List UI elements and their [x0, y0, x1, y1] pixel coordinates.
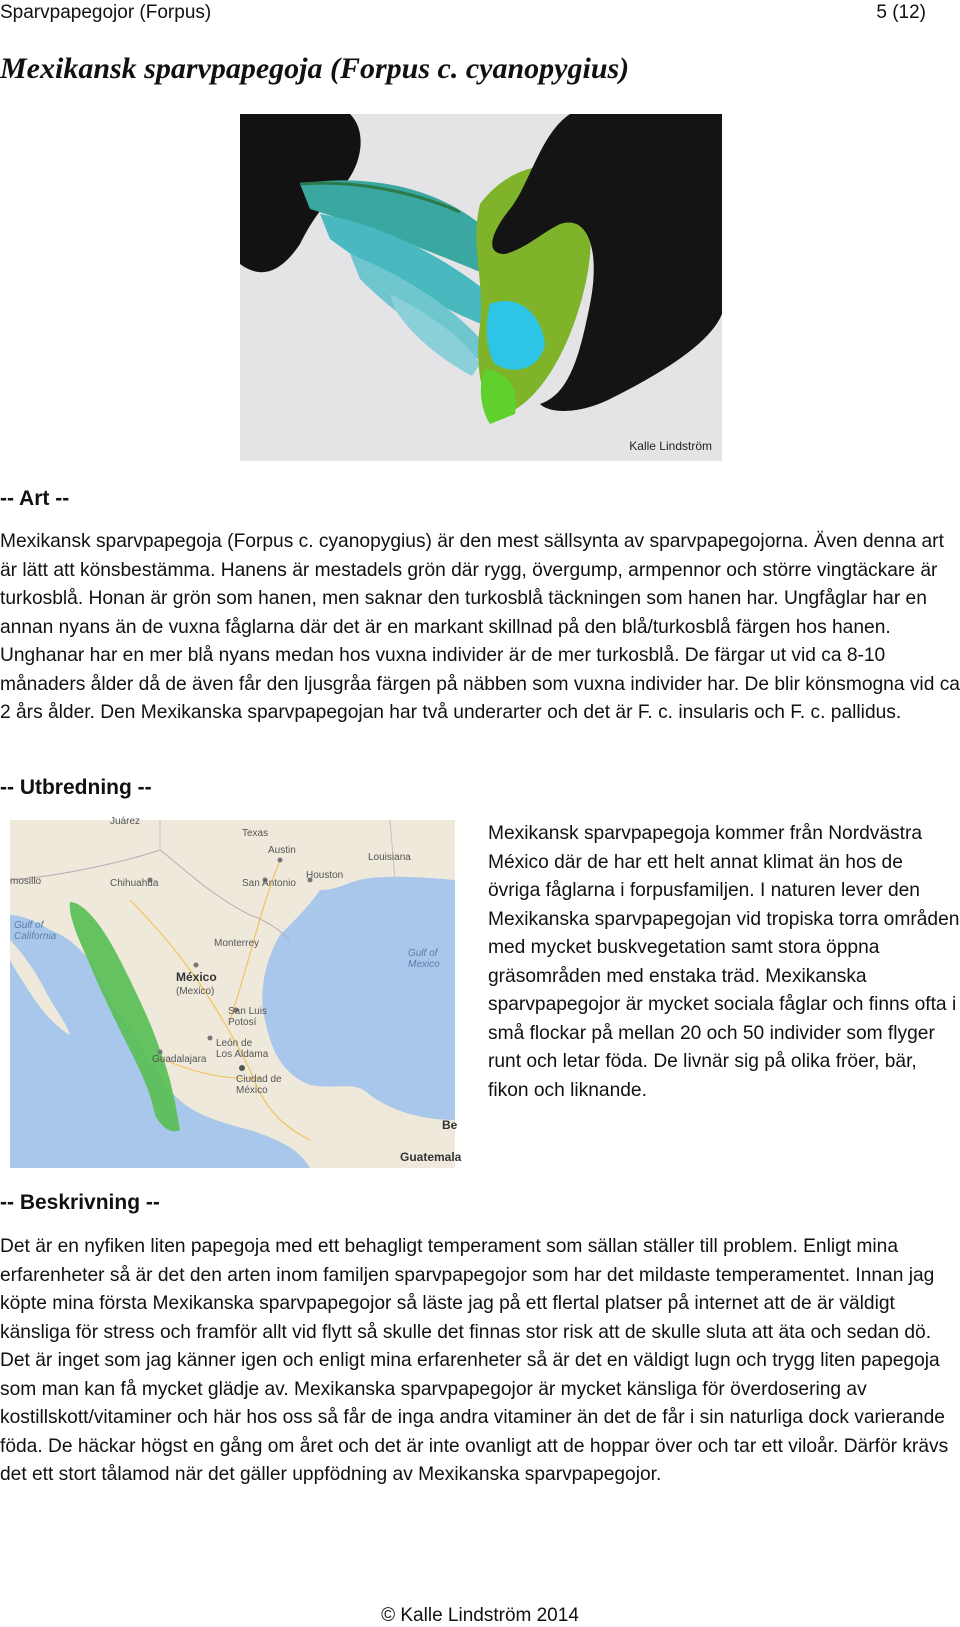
map-label-juarez: Juárez [110, 816, 141, 827]
map-label-mexico-paren: (Mexico) [176, 986, 215, 997]
map-label-guatemala: Guatemala [400, 1150, 462, 1164]
section-heading-beskrivning: -- Beskrivning -- [0, 1191, 160, 1214]
parrot-photo [240, 114, 722, 461]
map-label-ciudad-de-mexico: Ciudad de México [236, 1074, 282, 1096]
map-label-gulf-of-mexico: Gulf of Mexico [408, 948, 440, 970]
copyright-footer: © Kalle Lindström 2014 [381, 1605, 579, 1626]
section-heading-art: -- Art -- [0, 487, 70, 510]
map-label-san-luis-potosi: San Luis Potosí [228, 1006, 267, 1028]
section-text-utbredning: Mexikansk sparvpapegoja kommer från Nordvästra México där de har ett helt annat klimat än hos de övriga fåglarna i forpusfamiljen. I naturen lever den Mexikanska sparvpapegojan vid tropiska torra områden med mycket buskvegetation samt stora öppna gräsområden med enstaka träd. Mexikanska sparvpapegojor är mycket sociala fåglar och finns ofta i små flockar på mellan 20 och 50 individer som flyger runt och letar föda. De livnär sig på olika fröer, bär, fikon och liknande. [488, 823, 960, 1101]
map-label-austin: Austin [268, 845, 296, 856]
section-heading-utbredning: -- Utbredning -- [0, 776, 152, 799]
page-number: 5 (12) [876, 2, 926, 23]
running-header-title: Sparvpapegojor (Forpus) [0, 2, 212, 23]
map-label-monterrey: Monterrey [214, 938, 260, 949]
map-graphic [10, 820, 458, 1168]
map-label-hermosillo: mosillo [10, 876, 42, 887]
map-label-san-antonio: San Antonio [242, 878, 296, 889]
map-label-louisiana: Louisiana [368, 852, 411, 863]
map-label-mexico: México [176, 970, 217, 984]
page-title: Mexikansk sparvpapegoja (Forpus c. cyanopygius) [0, 52, 630, 85]
map-label-guadalajara: Guadalajara [152, 1054, 207, 1065]
map-label-leon: León de Los Aldama [216, 1038, 269, 1060]
section-text-art: Mexikansk sparvpapegoja (Forpus c. cyanopygius) är den mest sällsynta av sparvpapegojorna. Även denna art är lätt att könsbestämma. Hanens är mestadels grön där rygg, övergump, armpennor och större vingtäckare är turkosblå. Honan är grön som hanen, men saknar den turkosblå täckningen som hanen har. Ungfåglar har en annan nyans än de vuxna fåglarna där det är en markant skillnad på den blå/turkosblå färgen hos hanen. Unghanar har en mer blå nyans medan hos vuxna individer är de mer turkosblå. De färgar ut vid ca 8-10 månaders ålder då de även får den ljusgråa färgen på näbben som vuxna individer har. De blir könsmogna vid ca 2 års ålder. Den Mexikanska sparvpapegojan har två underarter och det är F. c. insularis och F. c. pallidus. [0, 531, 960, 723]
photo-credit: Kalle Lindström [629, 439, 712, 453]
map-label-houston: Houston [306, 870, 344, 881]
map-label-chihuahua: Chihuahua [110, 878, 159, 889]
distribution-map [10, 816, 462, 1168]
map-label-texas: Texas [242, 828, 269, 839]
map-label-gulf-of-california: Gulf of California [14, 920, 57, 942]
map-label-be: Be [442, 1118, 458, 1132]
section-text-beskrivning: Det är en nyfiken liten papegoja med ett behagligt temperament som sällan ställer till problem. Enligt mina erfarenheter så är det den arten inom familjen sparvpapegojor som har det mildaste temperamentet. Innan jag köpte mina första Mexikanska sparvpapegojor så läste jag på ett flertal platser på internet att de är väldigt känsliga för stress och framför allt vid flytt så skulle det finnas stor risk att de skulle sluta att äta och sedan dö. Det är inget som jag känner igen och enligt mina erfarenheter så är det en väldigt lugn och trygg liten papegoja som man kan få mycket glädje av. Mexikanska sparvpapegojor är mycket känsliga för överdosering av kostillskott/vitaminer och här hos oss så får de inga andra vitaminer än det de får i sin naturliga dock varierande föda. De häckar högst en gång om året och det är inte ovanligt att de hoppar över och tar ett viloår. Därför krävs det ett stort tålamod när det gäller uppfödning av Mexikanska sparvpapegojor. [0, 1236, 949, 1485]
